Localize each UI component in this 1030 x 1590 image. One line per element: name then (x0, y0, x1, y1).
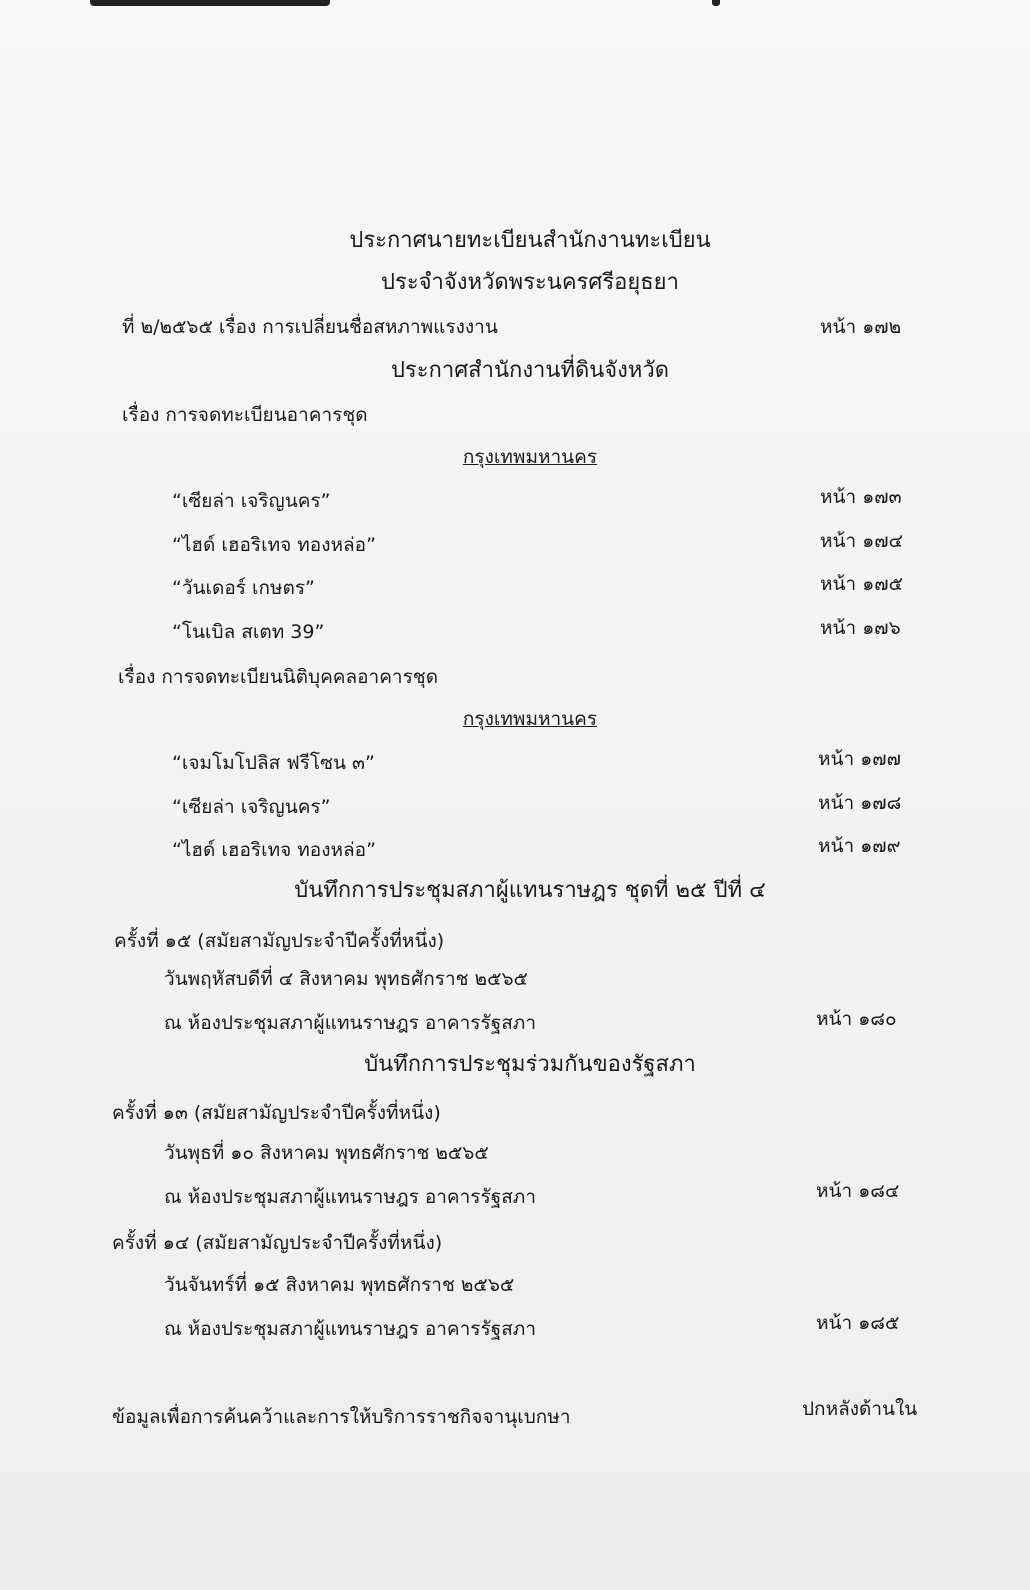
footer-page: ปกหลังด้านใน (802, 1398, 918, 1420)
list-item-page: หน้า ๑๗๘ (818, 792, 902, 814)
joint-session-date: วันจันทร์ที่ ๑๕ สิงหาคม พุทธศักราช ๒๕๖๕ (164, 1274, 515, 1296)
list-item-page: หน้า ๑๗๔ (820, 530, 903, 552)
footer-text: ข้อมูลเพื่อการค้นคว้าและการให้บริการราชกิจจานุเบกษา (112, 1406, 571, 1428)
list-item: “ไฮด์ เฮอริเทจ ทองหล่อ” (172, 534, 376, 556)
joint-session: ครั้งที่ ๑๔ (สมัยสามัญประจำปีครั้งที่หนึ่ง) (112, 1232, 443, 1254)
notice2-province1: กรุงเทพมหานคร (462, 446, 598, 468)
house-minutes-place: ณ ห้องประชุมสภาผู้แทนราษฎร อาคารรัฐสภา (164, 1012, 536, 1034)
house-minutes-title: บันทึกการประชุมสภาผู้แทนราษฎร ชุดที่ ๒๕ ปีที่ ๔ (294, 878, 766, 903)
list-item-page: หน้า ๑๗๖ (820, 617, 901, 639)
notice2-subject2: เรื่อง การจดทะเบียนนิติบุคคลอาคารชุด (118, 666, 439, 688)
notice1-page: หน้า ๑๗๒ (820, 316, 902, 338)
notice2-title: ประกาศสำนักงานที่ดินจังหวัด (390, 358, 670, 383)
list-item-page: หน้า ๑๗๗ (818, 748, 901, 770)
house-minutes-date: วันพฤหัสบดีที่ ๔ สิงหาคม พุทธศักราช ๒๕๖๕ (164, 968, 528, 990)
notice2-subject1: เรื่อง การจดทะเบียนอาคารชุด (122, 404, 368, 426)
notice1-title-line1: ประกาศนายทะเบียนสำนักงานทะเบียน (349, 228, 711, 253)
house-minutes-page: หน้า ๑๘๐ (816, 1008, 897, 1030)
joint-minutes-title: บันทึกการประชุมร่วมกันของรัฐสภา (364, 1052, 696, 1077)
list-item-page: หน้า ๑๗๕ (820, 573, 903, 595)
list-item: “เจมโมโปลิส ฟรีโซน ๓” (172, 752, 375, 774)
joint-session: ครั้งที่ ๑๓ (สมัยสามัญประจำปีครั้งที่หนึ่ง) (112, 1102, 441, 1124)
joint-session-date: วันพุธที่ ๑๐ สิงหาคม พุทธศักราช ๒๕๖๕ (164, 1142, 489, 1164)
scan-edge-mark (90, 0, 330, 6)
list-item-page: หน้า ๑๗๙ (818, 835, 901, 857)
notice1-item: ที่ ๒/๒๕๖๕ เรื่อง การเปลี่ยนชื่อสหภาพแรงงาน (122, 316, 498, 338)
list-item-page: หน้า ๑๗๓ (820, 486, 902, 508)
joint-session-place: ณ ห้องประชุมสภาผู้แทนราษฎร อาคารรัฐสภา (164, 1186, 536, 1208)
joint-session-page: หน้า ๑๘๔ (816, 1180, 900, 1202)
joint-session-place: ณ ห้องประชุมสภาผู้แทนราษฎร อาคารรัฐสภา (164, 1318, 536, 1340)
list-item: “เซียล่า เจริญนคร” (172, 490, 331, 512)
scan-edge-dot (712, 0, 720, 6)
joint-session-page: หน้า ๑๘๕ (816, 1312, 900, 1334)
list-item: “โนเบิล สเตท 39” (172, 621, 325, 643)
notice2-province2: กรุงเทพมหานคร (462, 708, 598, 730)
list-item: “วันเดอร์ เกษตร” (172, 577, 315, 599)
house-minutes-session: ครั้งที่ ๑๕ (สมัยสามัญประจำปีครั้งที่หนึ่ง) (114, 930, 445, 952)
list-item: “เซียล่า เจริญนคร” (172, 796, 331, 818)
list-item: “ไฮด์ เฮอริเทจ ทองหล่อ” (172, 839, 376, 861)
notice1-title-line2: ประจำจังหวัดพระนครศรีอยุธยา (381, 270, 679, 295)
